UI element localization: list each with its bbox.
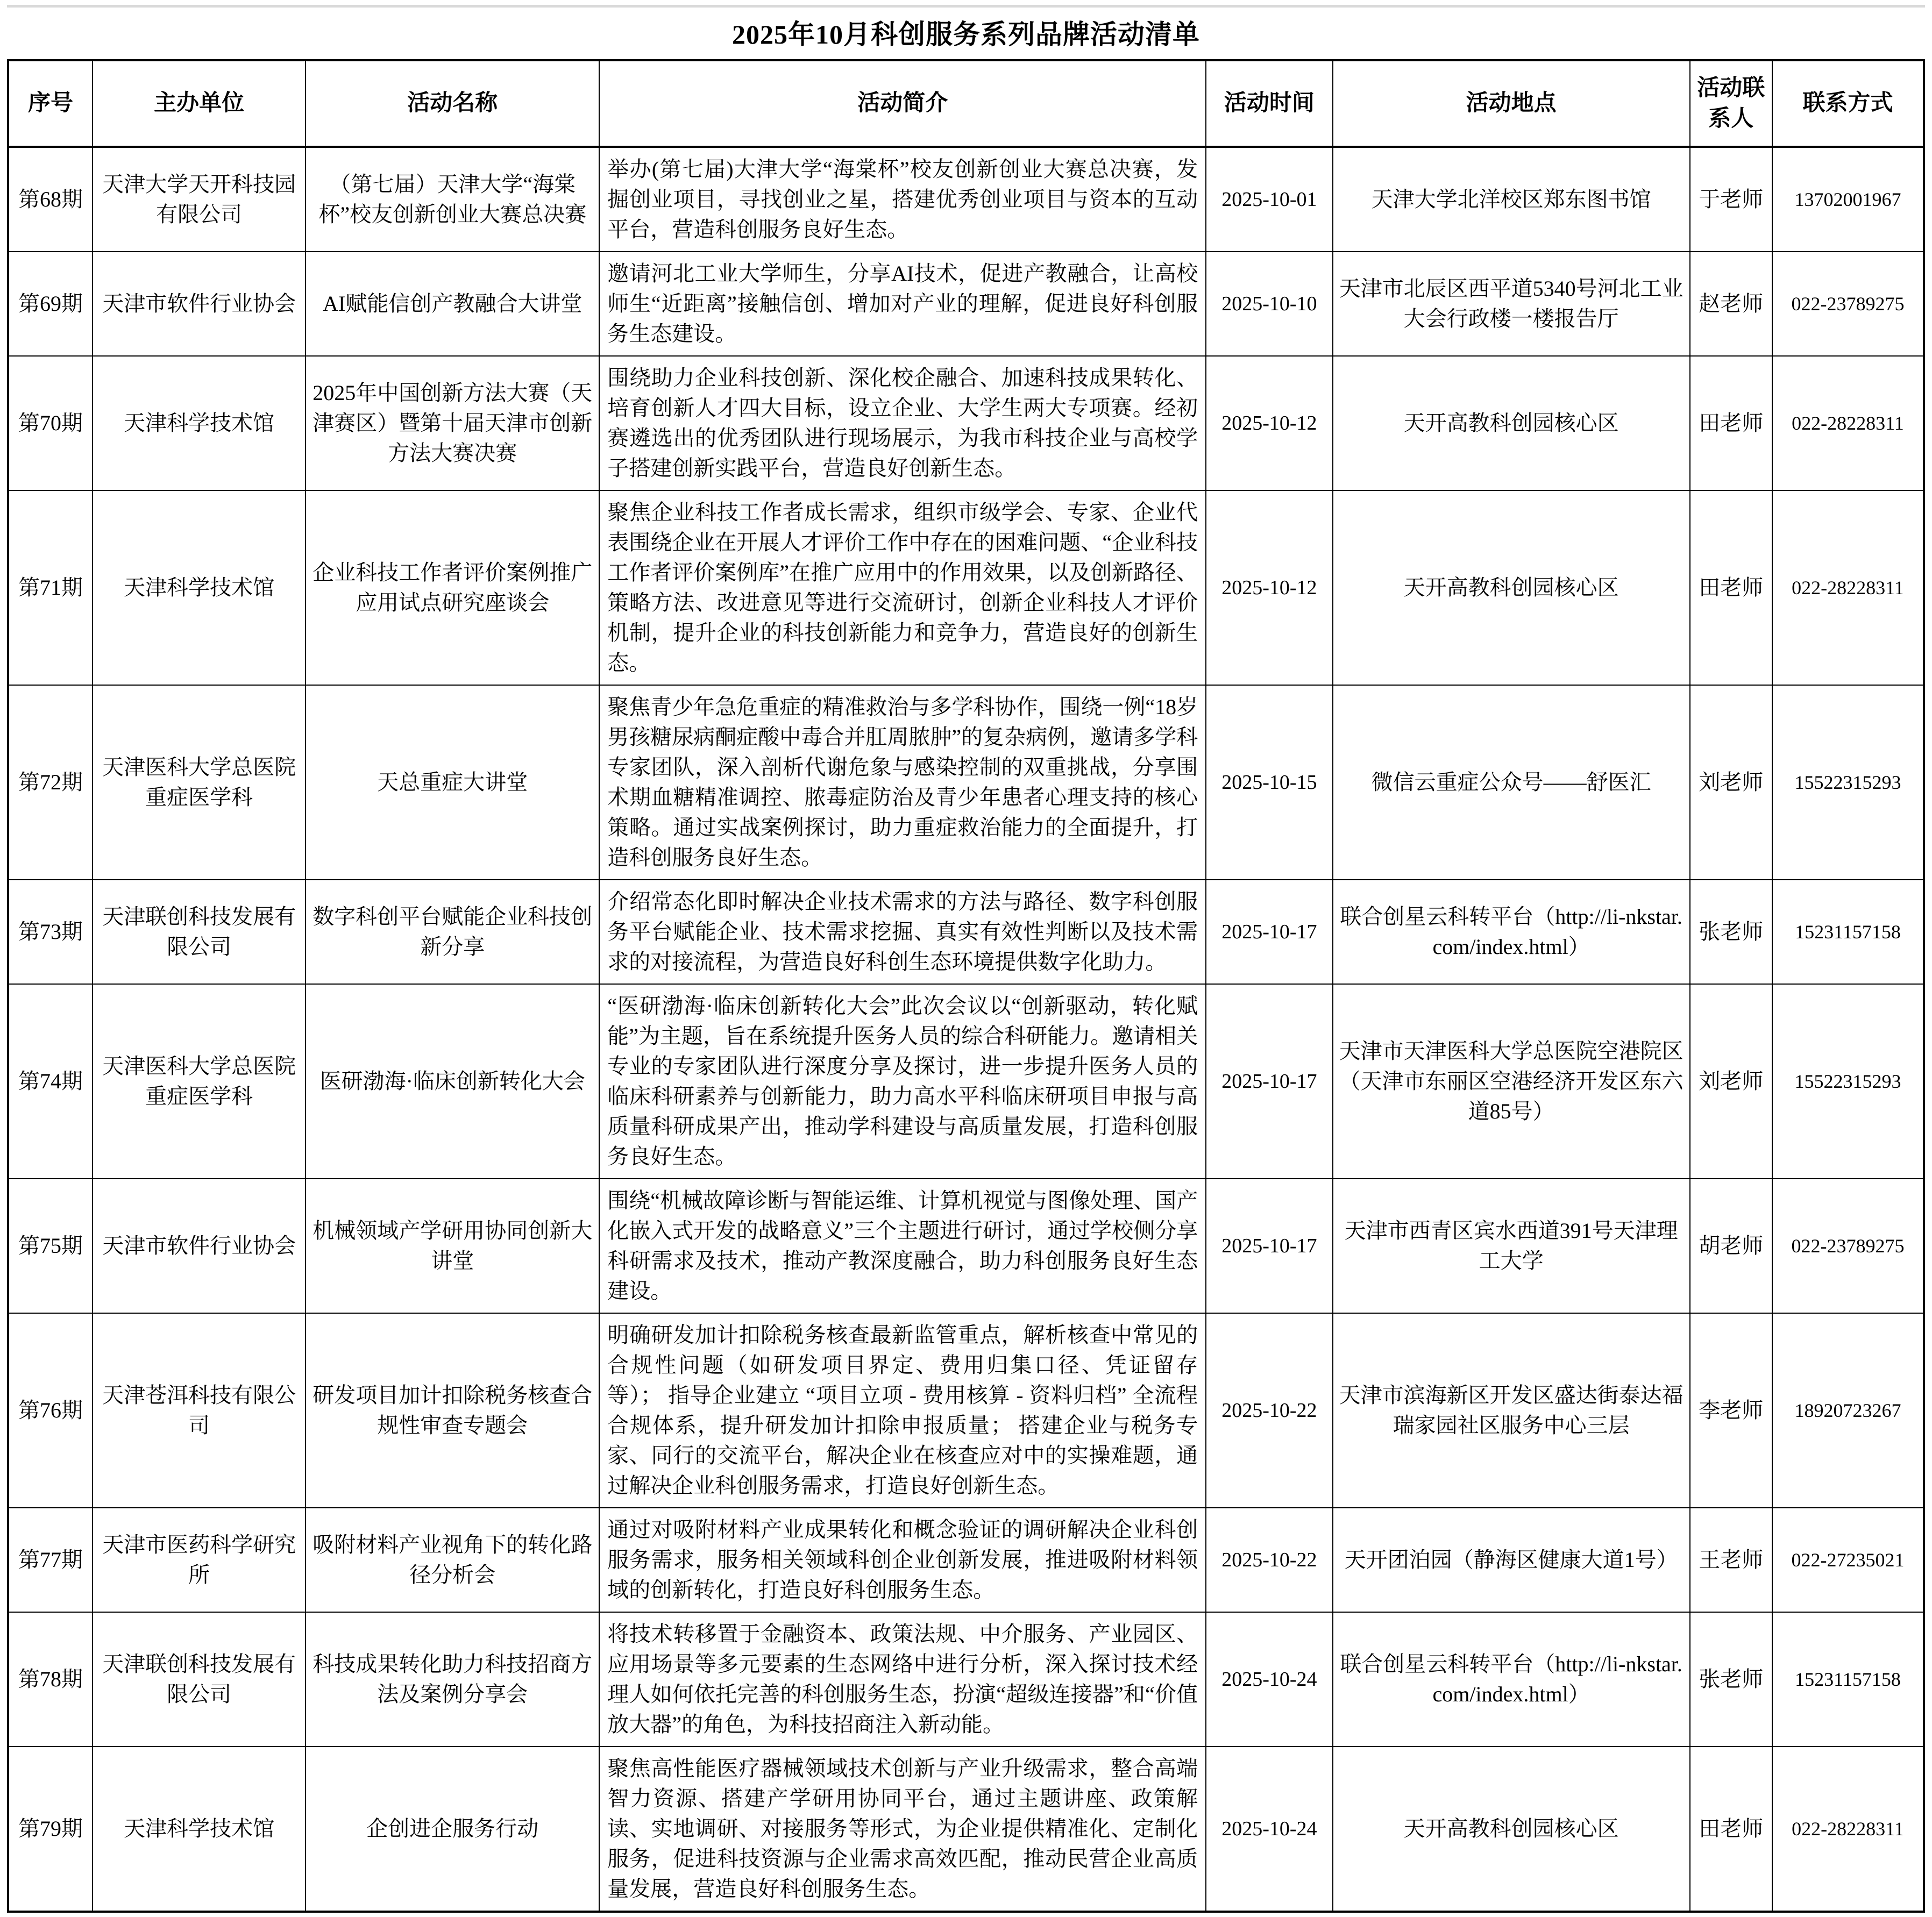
cell-date: 2025-10-17: [1206, 984, 1333, 1179]
cell-activity-name: 科技成果转化助力科技招商方法及案例分享会: [306, 1612, 599, 1747]
column-header-name: 活动名称: [306, 60, 599, 147]
cell-date: 2025-10-17: [1206, 880, 1333, 984]
cell-organizer: 天津联创科技发展有限公司: [93, 1612, 306, 1747]
cell-activity-name: 机械领域产学研用协同创新大讲堂: [306, 1179, 599, 1313]
cell-phone: 15522315293: [1772, 984, 1924, 1179]
cell-intro: 明确研发加计扣除税务核查最新监管重点，解析核查中常见的合规性问题（如研发项目界定、费用归集口径、凭证留存等）； 指导企业建立 “项目立项 - 费用核算 - 资料归档” 全流程合规体系，提升研发加计扣除申报质量； 搭建企业与税务专家、同行的交流平台，解决企业在核查应对中的实操难题，通过解决企业科创服务需求，打造良好创新生态。: [599, 1313, 1206, 1508]
cell-date: 2025-10-12: [1206, 356, 1333, 490]
cell-location: 天开团泊园（静海区健康大道1号）: [1333, 1508, 1690, 1612]
cell-phone: 15231157158: [1772, 1612, 1924, 1747]
cell-organizer: 天津科学技术馆: [93, 490, 306, 685]
column-header-seq: 序号: [8, 60, 93, 147]
cell-activity-name: 吸附材料产业视角下的转化路径分析会: [306, 1508, 599, 1612]
table-row: [8, 1313, 1924, 1508]
column-header-location: 活动地点: [1333, 60, 1690, 147]
cell-location: 天津市天津医科大学总医院空港院区（天津市东丽区空港经济开发区东六道85号）: [1333, 984, 1690, 1179]
cell-intro: 围绕助力企业科技创新、深化校企融合、加速科技成果转化、培育创新人才四大目标，设立企业、大学生两大专项赛。经初赛遴选出的优秀团队进行现场展示，为我市科技企业与高校学子搭建创新实践平台，营造良好创新生态。: [599, 356, 1206, 490]
cell-phone: 022-23789275: [1772, 252, 1924, 356]
cell-location: 微信云重症公众号——舒医汇: [1333, 685, 1690, 880]
cell-seq: 第69期: [8, 252, 93, 356]
cell-organizer: 天津医科大学总医院重症医学科: [93, 984, 306, 1179]
table-row: [8, 1508, 1924, 1612]
cell-seq: 第77期: [8, 1508, 93, 1612]
cell-location: 天津市北辰区西平道5340号河北工业大会行政楼一楼报告厅: [1333, 252, 1690, 356]
cell-intro: 将技术转移置于金融资本、政策法规、中介服务、产业园区、应用场景等多元要素的生态网络中进行分析，深入探讨技术经理人如何依托完善的科创服务生态，扮演“超级连接器”和“价值放大器”的角色，为科技招商注入新动能。: [599, 1612, 1206, 1747]
cell-intro: “医研渤海·临床创新转化大会”此次会议以“创新驱动，转化赋能”为主题，旨在系统提升医务人员的综合科研能力。邀请相关专业的专家团队进行深度分享及探讨，进一步提升医务人员的临床科研素养与创新能力，助力高水平科临床研项目申报与高质量科研成果产出，推动学科建设与高质量发展，打造科创服务良好生态。: [599, 984, 1206, 1179]
cell-seq: 第71期: [8, 490, 93, 685]
cell-location: 天开高教科创园核心区: [1333, 356, 1690, 490]
table-row: [8, 1747, 1924, 1912]
cell-contact: 刘老师: [1690, 984, 1772, 1179]
cell-phone: 13702001967: [1772, 147, 1924, 252]
cell-intro: 邀请河北工业大学师生，分享AI技术，促进产教融合，让高校师生“近距离”接触信创、增加对产业的理解，促进良好科创服务生态建设。: [599, 252, 1206, 356]
cell-organizer: 天津市软件行业协会: [93, 1179, 306, 1313]
cell-date: 2025-10-01: [1206, 147, 1333, 252]
cell-phone: 022-27235021: [1772, 1508, 1924, 1612]
cell-intro: 举办(第七届)大津大学“海棠杯”校友创新创业大赛总决赛，发掘创业项目，寻找创业之星，搭建优秀创业项目与资本的互动平台，营造科创服务良好生态。: [599, 147, 1206, 252]
cell-phone: 15522315293: [1772, 685, 1924, 880]
cell-location: 天津大学北洋校区郑东图书馆: [1333, 147, 1690, 252]
cell-date: 2025-10-15: [1206, 685, 1333, 880]
cell-seq: 第73期: [8, 880, 93, 984]
cell-organizer: 天津联创科技发展有限公司: [93, 880, 306, 984]
cell-contact: 胡老师: [1690, 1179, 1772, 1313]
cell-intro: 通过对吸附材料产业成果转化和概念验证的调研解决企业科创服务需求，服务相关领域科创企业创新发展，推进吸附材料领域的创新转化，打造良好科创服务生态。: [599, 1508, 1206, 1612]
cell-intro: 聚焦高性能医疗器械领域技术创新与产业升级需求，整合高端智力资源、搭建产学研用协同平台，通过主题讲座、政策解读、实地调研、对接服务等形式，为企业提供精准化、定制化服务，促进科技资源与企业需求高效匹配，推动民营企业高质量发展，营造良好科创服务生态。: [599, 1747, 1206, 1912]
table-row: [8, 356, 1924, 490]
cell-seq: 第76期: [8, 1313, 93, 1508]
cell-activity-name: 2025年中国创新方法大赛（天津赛区）暨第十届天津市创新方法大赛决赛: [306, 356, 599, 490]
cell-seq: 第68期: [8, 147, 93, 252]
cell-location: 天开高教科创园核心区: [1333, 1747, 1690, 1912]
cell-activity-name: AI赋能信创产教融合大讲堂: [306, 252, 599, 356]
cell-activity-name: 数字科创平台赋能企业科技创新分享: [306, 880, 599, 984]
cell-contact: 田老师: [1690, 1747, 1772, 1912]
table-row: [8, 880, 1924, 984]
column-header-phone: 联系方式: [1772, 60, 1924, 147]
table-row: [8, 252, 1924, 356]
cell-contact: 于老师: [1690, 147, 1772, 252]
cell-contact: 张老师: [1690, 880, 1772, 984]
cell-date: 2025-10-24: [1206, 1747, 1333, 1912]
cell-organizer: 天津市软件行业协会: [93, 252, 306, 356]
table-header: [8, 60, 1924, 147]
cell-organizer: 天津科学技术馆: [93, 1747, 306, 1912]
cell-phone: 15231157158: [1772, 880, 1924, 984]
cell-activity-name: 企创进企服务行动: [306, 1747, 599, 1912]
document-page: [0, 5, 1932, 1917]
cell-seq: 第79期: [8, 1747, 93, 1912]
cell-contact: 张老师: [1690, 1612, 1772, 1747]
cell-phone: 022-28228311: [1772, 490, 1924, 685]
table-row: [8, 984, 1924, 1179]
page-title: 2025年10月科创服务系列品牌活动清单: [732, 19, 1200, 49]
cell-seq: 第75期: [8, 1179, 93, 1313]
cell-location: 天津市西青区宾水西道391号天津理工大学: [1333, 1179, 1690, 1313]
cell-location: 天开高教科创园核心区: [1333, 490, 1690, 685]
cell-organizer: 天津科学技术馆: [93, 356, 306, 490]
cell-date: 2025-10-22: [1206, 1508, 1333, 1612]
cell-date: 2025-10-17: [1206, 1179, 1333, 1313]
cell-location: 天津市滨海新区开发区盛达街泰达福瑞家园社区服务中心三层: [1333, 1313, 1690, 1508]
cell-contact: 李老师: [1690, 1313, 1772, 1508]
cell-date: 2025-10-22: [1206, 1313, 1333, 1508]
table-header-row: [8, 60, 1924, 147]
cell-location: 联合创星云科转平台（http://li-nkstar.com/index.html）: [1333, 880, 1690, 984]
cell-phone: 022-28228311: [1772, 1747, 1924, 1912]
cell-seq: 第78期: [8, 1612, 93, 1747]
top-edge-strip: [7, 5, 1925, 8]
activity-table: [7, 59, 1925, 1913]
cell-organizer: 天津苍洱科技有限公司: [93, 1313, 306, 1508]
cell-date: 2025-10-24: [1206, 1612, 1333, 1747]
cell-seq: 第70期: [8, 356, 93, 490]
cell-intro: 围绕“机械故障诊断与智能运维、计算机视觉与图像处理、国产化嵌入式开发的战略意义”三个主题进行研讨，通过学校侧分享科研需求及技术，推动产教深度融合，助力科创服务良好生态建设。: [599, 1179, 1206, 1313]
column-header-date: 活动时间: [1206, 60, 1333, 147]
cell-activity-name: 企业科技工作者评价案例推广应用试点研究座谈会: [306, 490, 599, 685]
cell-activity-name: 研发项目加计扣除税务核查合规性审查专题会: [306, 1313, 599, 1508]
cell-contact: 赵老师: [1690, 252, 1772, 356]
cell-contact: 田老师: [1690, 356, 1772, 490]
cell-seq: 第72期: [8, 685, 93, 880]
cell-organizer: 天津市医药科学研究所: [93, 1508, 306, 1612]
table-row: [8, 685, 1924, 880]
cell-activity-name: 医研渤海·临床创新转化大会: [306, 984, 599, 1179]
cell-contact: 田老师: [1690, 490, 1772, 685]
cell-intro: 介绍常态化即时解决企业技术需求的方法与路径、数字科创服务平台赋能企业、技术需求挖掘、真实有效性判断以及技术需求的对接流程，为营造良好科创生态环境提供数字化助力。: [599, 880, 1206, 984]
table-row: [8, 1179, 1924, 1313]
column-header-organizer: 主办单位: [93, 60, 306, 147]
column-header-contact: 活动联系人: [1690, 60, 1772, 147]
cell-organizer: 天津大学天开科技园有限公司: [93, 147, 306, 252]
column-header-intro: 活动简介: [599, 60, 1206, 147]
cell-date: 2025-10-12: [1206, 490, 1333, 685]
cell-activity-name: 天总重症大讲堂: [306, 685, 599, 880]
cell-date: 2025-10-10: [1206, 252, 1333, 356]
cell-phone: 18920723267: [1772, 1313, 1924, 1508]
table-row: [8, 147, 1924, 252]
cell-contact: 王老师: [1690, 1508, 1772, 1612]
cell-seq: 第74期: [8, 984, 93, 1179]
cell-intro: 聚焦企业科技工作者成长需求，组织市级学会、专家、企业代表围绕企业在开展人才评价工作中存在的困难问题、“企业科技工作者评价案例库”在推广应用中的作用效果，以及创新路径、策略方法、改进意见等进行交流研讨，创新企业科技人才评价机制，提升企业的科技创新能力和竞争力，营造良好的创新生态。: [599, 490, 1206, 685]
cell-phone: 022-28228311: [1772, 356, 1924, 490]
cell-intro: 聚焦青少年急危重症的精准救治与多学科协作，围绕一例“18岁男孩糖尿病酮症酸中毒合并肛周脓肿”的复杂病例，邀请多学科专家团队，深入剖析代谢危象与感染控制的双重挑战，分享围术期血糖精准调控、脓毒症防治及青少年患者心理支持的核心策略。通过实战案例探讨，助力重症救治能力的全面提升，打造科创服务良好生态。: [599, 685, 1206, 880]
cell-organizer: 天津医科大学总医院重症医学科: [93, 685, 306, 880]
cell-phone: 022-23789275: [1772, 1179, 1924, 1313]
table-row: [8, 1612, 1924, 1747]
table-row: [8, 490, 1924, 685]
cell-activity-name: （第七届）天津大学“海棠杯”校友创新创业大赛总决赛: [306, 147, 599, 252]
cell-contact: 刘老师: [1690, 685, 1772, 880]
table-body: [8, 147, 1924, 1912]
cell-location: 联合创星云科转平台（http://li-nkstar.com/index.html）: [1333, 1612, 1690, 1747]
